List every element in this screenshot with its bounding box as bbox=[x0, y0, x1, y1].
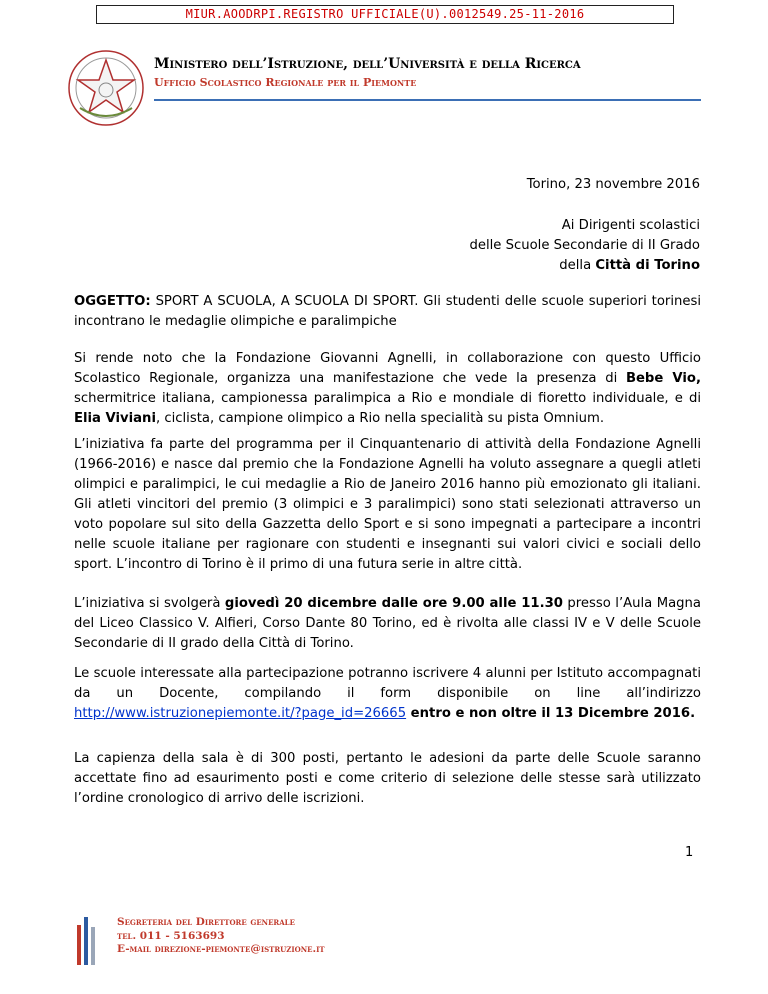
p1-text-a: Si rende noto che la Fondazione Giovanni Agnelli, in collaborazione con questo Ufficio Scolastico Regionale, organizza una manifestazione che vede la presenza di bbox=[74, 351, 701, 386]
p4-text-a: Le scuole interessate alla partecipazione potranno iscrivere 4 alunni per Istituto accompagnati da un Docente, compilando il form disponibile on line all’indirizzo bbox=[74, 666, 701, 701]
subject-text: SPORT A SCUOLA, A SCUOLA DI SPORT. Gli studenti delle scuole superiori torinesi incontrano le medaglie olimpiche e paralimpiche bbox=[74, 294, 701, 329]
italian-republic-emblem-icon bbox=[66, 48, 146, 128]
page-number: 1 bbox=[685, 845, 694, 860]
office-subtitle: Ufficio Scolastico Regionale per il Piemonte bbox=[154, 76, 417, 89]
p1-name-viviani: Elia Viviani bbox=[74, 411, 156, 426]
recipient-line-3-prefix: della bbox=[559, 258, 596, 273]
footer-email: E-mail direzione-piemonte@istruzione.it bbox=[117, 943, 325, 955]
p3-date-time: giovedì 20 dicembre dalle ore 9.00 alle 11.30 bbox=[224, 596, 563, 611]
recipient-line-2: delle Scuole Secondarie di II Grado bbox=[469, 238, 700, 253]
paragraph-5: La capienza della sala è di 300 posti, pertanto le adesioni da parte delle Scuole saranno accettate fino ad esaurimento posti e come criterio di selezione delle stesse sarà utilizzato l’ordine cronologico di arrivo delle iscrizioni. bbox=[74, 751, 701, 806]
recipient-city: Città di Torino bbox=[595, 258, 700, 273]
p1-name-vio: Bebe Vio, bbox=[625, 371, 701, 386]
footer-contacts bbox=[117, 916, 325, 957]
recipient-line-3 bbox=[470, 256, 701, 276]
footer-office: Segreteria del Direttore generale bbox=[117, 916, 295, 928]
date-line: Torino, 23 novembre 2016 bbox=[526, 177, 700, 192]
recipient-line-1: Ai Dirigenti scolastici bbox=[561, 218, 700, 233]
recipients-block bbox=[470, 216, 701, 276]
subject bbox=[74, 292, 701, 332]
p3-text-c: presso l’Aula Magna del Liceo Classico V. Alfieri, Corso Dante 80 Torino, ed è rivolta alle classi IV e V delle Scuole Secondarie di II grado della Città di Torino. bbox=[74, 596, 701, 651]
paragraph-3 bbox=[74, 594, 701, 654]
paragraph-4 bbox=[74, 664, 701, 724]
subject-label: OGGETTO: bbox=[74, 294, 151, 309]
ministry-title: Ministero dell’Istruzione, dell’Università e della Ricerca bbox=[154, 56, 581, 72]
paragraph-2: L’iniziativa fa parte del programma per il Cinquantenario di attività della Fondazione Agnelli (1966-2016) e nasce dal premio che la Fondazione Agnelli ha voluto assegnare a quegli atleti olimpici e paralimpici, le cui medaglie a Rio de Janeiro 2016 hanno più emozionato gli italiani. Gli atleti vincitori del premio (3 olimpici e 3 paralimpici) sono stati selezionati attraverso un voto popolare sul sito della Gazzetta dello Sport e si sono impegnati a partecipare a incontri nelle scuole italiane per ragionare con studenti e insegnanti sui valori civici e sociali dello sport. L’incontro di Torino è il primo di una futura serie in altre città. bbox=[74, 437, 701, 572]
footer-phone: tel. 011 - 5163693 bbox=[117, 929, 225, 942]
header-divider bbox=[154, 99, 701, 101]
paragraph-1 bbox=[74, 349, 701, 429]
p4-deadline: entro e non oltre il 13 Dicembre 2016. bbox=[406, 706, 696, 721]
p1-text-c: schermitrice italiana, campionessa paralimpica a Rio e mondiale di fioretto individuale, e di bbox=[74, 391, 701, 406]
p1-text-e: , ciclista, campione olimpico a Rio nella specialità su pista Omnium. bbox=[155, 411, 605, 426]
p3-text-a: L’iniziativa si svolgerà bbox=[74, 596, 225, 611]
registration-link[interactable]: http://www.istruzionepiemonte.it/?page_id=26665 bbox=[74, 706, 407, 721]
footer-logo-bars-icon bbox=[76, 913, 100, 968]
protocol-stamp: MIUR.AOODRPI.REGISTRO UFFICIALE(U).0012549.25-11-2016 bbox=[96, 5, 674, 24]
